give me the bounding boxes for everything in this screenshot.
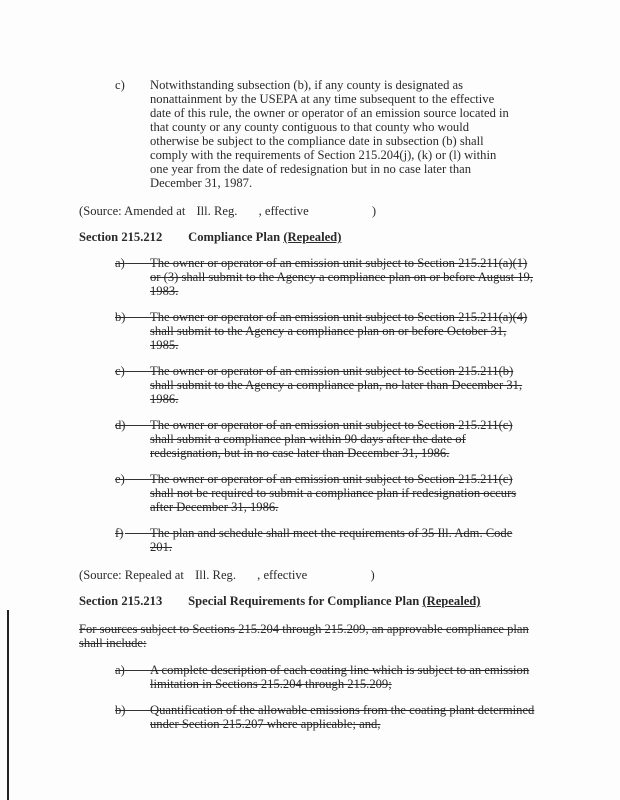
section-213-heading <box>79 594 620 608</box>
source-reg: Ill. Reg. <box>196 204 238 218</box>
strike-dash <box>125 479 151 480</box>
strike-dash <box>125 371 151 372</box>
list-item <box>115 703 535 731</box>
section-status: (Repealed) <box>283 230 342 244</box>
section-number: Section 215.213 <box>79 594 163 608</box>
source-effective: , effective <box>258 204 309 218</box>
item-text: The owner or operator of an emission unit subject to Section 215.211(b) shall submit to the Agency a compliance plan, no later than December 31, 1986. <box>150 364 523 406</box>
strike-dash <box>125 670 151 671</box>
item-text: The owner or operator of an emission unit subject to Section 215.211(c) shall submit a compliance plan within 90 days after the date of redesignation, but in no case later than December 31, 1986. <box>150 418 513 460</box>
item-label: d) <box>115 418 126 432</box>
source-effective: , effective <box>257 568 308 582</box>
section-status: (Repealed) <box>422 594 481 608</box>
source-note-amended <box>79 204 620 218</box>
list-item <box>115 472 535 514</box>
source-reg: Ill. Reg. <box>195 568 236 582</box>
item-text: A complete description of each coating line which is subject to an emission limitation in Sections 215.204 through 215.209; <box>150 663 530 691</box>
source-close: ) <box>370 568 375 582</box>
list-item <box>115 418 535 460</box>
item-label: a) <box>115 256 125 270</box>
list-item <box>115 663 535 691</box>
strike-dash <box>125 263 151 264</box>
item-text: The owner or operator of an emission unit subject to Section 215.211(a)(4) shall submit to the Agency a compliance plan on or before October 31, 1985. <box>150 310 528 352</box>
item-text: The plan and schedule shall meet the requirements of 35 Ill. Adm. Code 201. <box>150 526 513 554</box>
item-label: f) <box>115 526 124 540</box>
strike-dash <box>125 710 151 711</box>
document-page <box>0 78 620 743</box>
item-label: b) <box>115 703 126 717</box>
list-item <box>115 310 535 352</box>
subsection-c <box>115 78 515 190</box>
item-text: Quantification of the allowable emissions from the coating plant determined under Section 215.207 where applicable; and, <box>150 703 535 731</box>
source-prefix: (Source: Amended at <box>79 204 186 218</box>
item-label: e) <box>115 472 125 486</box>
source-note-repealed <box>79 568 620 582</box>
item-label: b) <box>115 310 126 324</box>
item-text: The owner or operator of an emission unit subject to Section 215.211(c) shall not be required to submit a compliance plan if redesignation occurs after December 31, 1986. <box>150 472 517 514</box>
strike-dash <box>125 533 151 534</box>
section-213-intro: For sources subject to Sections 215.204 through 215.209, an approvable compliance plan shall include: <box>79 622 529 650</box>
strike-dash <box>125 425 151 426</box>
item-label: a) <box>115 663 125 677</box>
scan-edge-line <box>7 610 9 800</box>
subsection-label: c) <box>115 78 125 92</box>
list-item <box>115 256 535 298</box>
source-close: ) <box>371 204 377 218</box>
strike-dash <box>125 317 151 318</box>
section-number: Section 215.212 <box>79 230 163 244</box>
source-prefix: (Source: Repealed at <box>79 568 184 582</box>
item-label: c) <box>115 364 125 378</box>
subsection-text: Notwithstanding subsection (b), if any county is designated as nonattainment by the USEPA at any time subsequent to the effective date of this rule, the owner or operator of an emission source located in that county or any county contiguous to that county who would otherwise be subject to the compliance date in subsection (b) shall comply with the requirements of Section 215.204(j), (k) or (l) within one year from the date of redesignation but in no case later than December 31, 1987. <box>150 78 509 190</box>
list-item <box>115 364 535 406</box>
section-212-heading <box>79 230 620 244</box>
section-title: Compliance Plan <box>188 230 281 244</box>
item-text: The owner or operator of an emission unit subject to Section 215.211(a)(1) or (3) shall submit to the Agency a compliance plan on or before August 19, 1983. <box>150 256 533 298</box>
section-title: Special Requirements for Compliance Plan <box>188 594 420 608</box>
list-item <box>115 526 535 554</box>
